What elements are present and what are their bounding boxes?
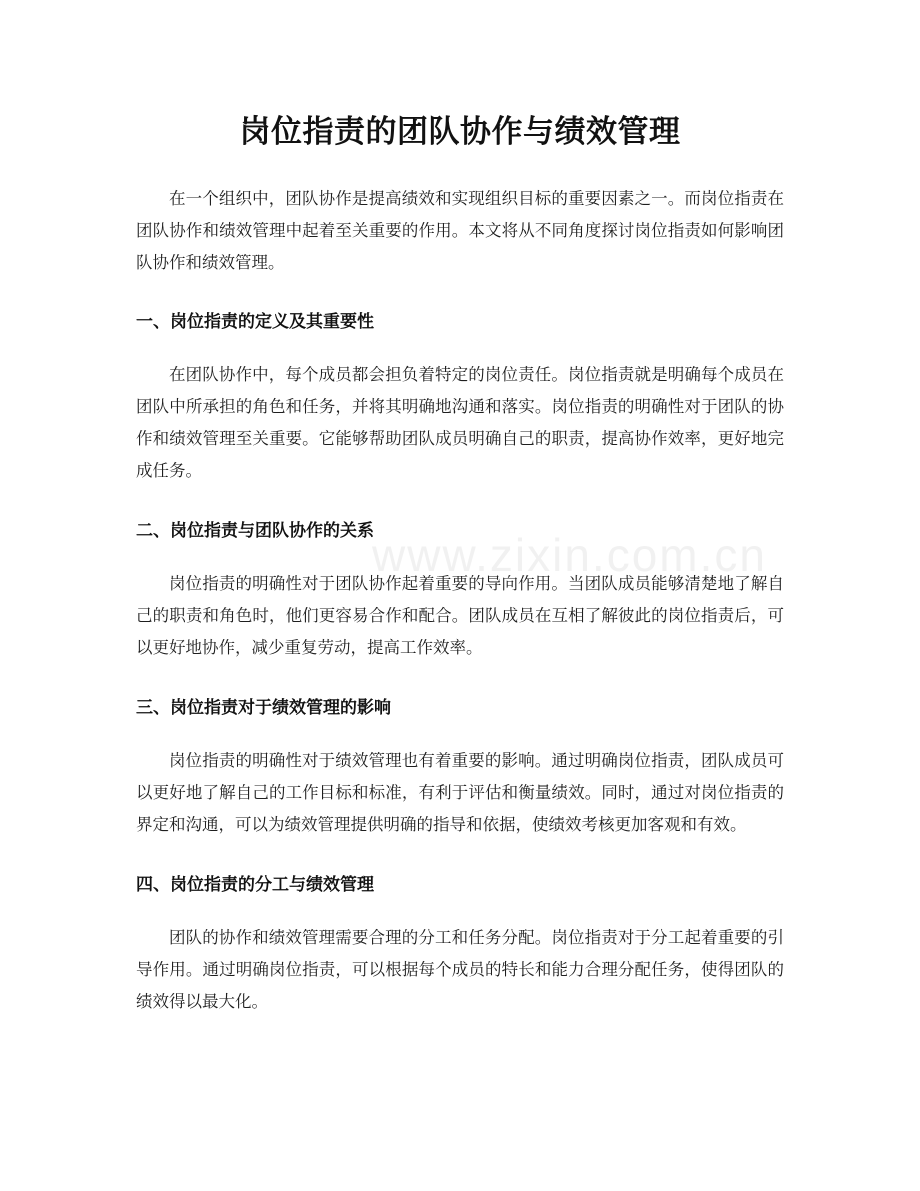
document-page — [136, 0, 784, 1018]
section-heading-1: 一、岗位指责的定义及其重要性 — [136, 312, 374, 332]
section-body-2: 岗位指责的明确性对于团队协作起着重要的导向作用。当团队成员能够清楚地了解自己的职责和角色时，他们更容易合作和配合。团队成员在互相了解彼此的岗位指责后，可以更好地协作，减少重复劳动，提高工作效率。 — [136, 574, 784, 657]
watermark: www.zixin.com.cn — [372, 529, 767, 581]
section-body-3: 岗位指责的明确性对于绩效管理也有着重要的影响。通过明确岗位指责，团队成员可以更好地了解自己的工作目标和标准，有利于评估和衡量绩效。同时，通过对岗位指责的界定和沟通，可以为绩效管理提供明确的指导和依据，使绩效考核更加客观和有效。 — [136, 751, 784, 834]
section-body-1: 在团队协作中，每个成员都会担负着特定的岗位责任。岗位指责就是明确每个成员在团队中所承担的角色和任务，并将其明确地沟通和落实。岗位指责的明确性对于团队的协作和绩效管理至关重要。它能够帮助团队成员明确自己的职责，提高协作效率，更好地完成任务。 — [136, 365, 784, 480]
section-body-4: 团队的协作和绩效管理需要合理的分工和任务分配。岗位指责对于分工起着重要的引导作用。通过明确岗位指责，可以根据每个成员的特长和能力合理分配任务，使得团队的绩效得以最大化。 — [136, 928, 784, 1011]
section-heading-3: 三、岗位指责对于绩效管理的影响 — [136, 698, 391, 718]
section-heading-2: 二、岗位指责与团队协作的关系 — [136, 521, 374, 541]
section-heading-4: 四、岗位指责的分工与绩效管理 — [136, 875, 374, 895]
intro-paragraph: 在一个组织中，团队协作是提高绩效和实现组织目标的重要因素之一。而岗位指责在团队协作和绩效管理中起着至关重要的作用。本文将从不同角度探讨岗位指责如何影响团队协作和绩效管理。 — [136, 189, 784, 272]
document-title: 岗位指责的团队协作与绩效管理 — [239, 114, 681, 150]
